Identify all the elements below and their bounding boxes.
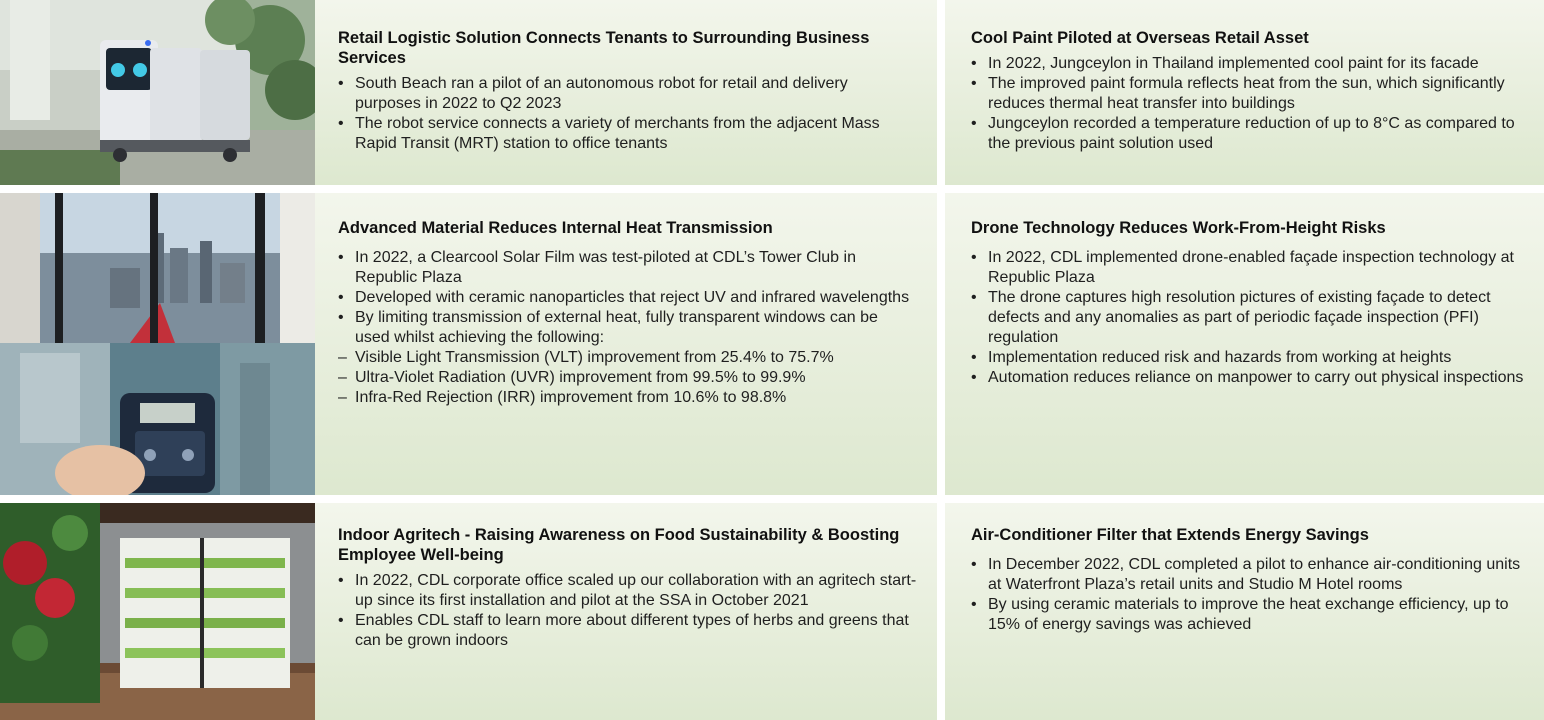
sub-item: – Infra-Red Rejection (IRR) improvement from 10.6% to 98.8% <box>338 388 917 408</box>
list-item: • Enables CDL staff to learn more about different types of herbs and greens that can be grown indoors <box>338 611 917 651</box>
bullet-list <box>971 555 1524 635</box>
list-item: • South Beach ran a pilot of an autonomous robot for retail and delivery purposes in 2022 to Q2 2023 <box>338 74 917 114</box>
list-item: • In 2022, a Clearcool Solar Film was test-piloted at CDL’s Tower Club in Republic Plaza <box>338 248 917 288</box>
bullet-list <box>338 571 917 651</box>
list-item: • In 2022, Jungceylon in Thailand implemented cool paint for its facade <box>971 54 1524 74</box>
panel-title: Retail Logistic Solution Connects Tenants to Surrounding Business Services <box>338 29 870 67</box>
list-item: • Jungceylon recorded a temperature reduction of up to 8°C as compared to the previous paint solution used <box>971 114 1524 154</box>
sub-item: – Ultra-Violet Radiation (UVR) improvement from 99.5% to 99.9% <box>338 368 917 388</box>
list-item: • In 2022, CDL corporate office scaled up our collaboration with an agritech start-up since its first installation and pilot at the SSA in October 2021 <box>338 571 917 611</box>
list-item: • The drone captures high resolution pictures of existing façade to detect defects and any anomalies as part of periodic façade inspection (PFI) regulation <box>971 288 1524 348</box>
robot-photo <box>0 0 315 185</box>
bullet-list <box>338 248 917 348</box>
window-city-photo <box>0 193 315 343</box>
list-item: • In December 2022, CDL completed a pilot to enhance air-conditioning units at Waterfront Plaza’s retail units and Studio M Hotel rooms <box>971 555 1524 595</box>
bullet-list <box>338 74 917 154</box>
list-item: • By limiting transmission of external heat, fully transparent windows can be used whilst achieving the following: <box>338 308 917 348</box>
sub-list <box>338 348 917 408</box>
list-item: • The improved paint formula reflects heat from the sun, which significantly reduces thermal heat transfer into buildings <box>971 74 1524 114</box>
list-item: • By using ceramic materials to improve the heat exchange efficiency, up to 15% of energy savings was achieved <box>971 595 1524 635</box>
panel-title: Drone Technology Reduces Work-From-Height Risks <box>971 219 1386 237</box>
panel-title: Cool Paint Piloted at Overseas Retail Asset <box>971 29 1309 47</box>
bullet-list <box>971 54 1524 154</box>
panel-air-conditioner-filter <box>945 503 1544 720</box>
list-item: • Developed with ceramic nanoparticles that reject UV and infrared wavelengths <box>338 288 917 308</box>
panel-cool-paint <box>945 0 1544 185</box>
meter-photo <box>0 343 315 495</box>
panel-advanced-material <box>315 193 937 495</box>
panel-title: Indoor Agritech - Raising Awareness on Food Sustainability & Boosting Employee Well-being <box>338 526 900 564</box>
panel-title: Air-Conditioner Filter that Extends Energy Savings <box>971 526 1369 544</box>
sub-item: – Visible Light Transmission (VLT) improvement from 25.4% to 75.7% <box>338 348 917 368</box>
list-item: • The robot service connects a variety of merchants from the adjacent Mass Rapid Transit (MRT) station to office tenants <box>338 114 917 154</box>
panel-drone-technology <box>945 193 1544 495</box>
list-item: • Automation reduces reliance on manpower to carry out physical inspections <box>971 368 1524 388</box>
panel-retail-logistic <box>315 0 937 185</box>
list-item: • Implementation reduced risk and hazards from working at heights <box>971 348 1524 368</box>
bullet-list <box>971 248 1524 388</box>
panel-title: Advanced Material Reduces Internal Heat Transmission <box>338 219 773 237</box>
agritech-photo <box>0 503 315 720</box>
list-item: • In 2022, CDL implemented drone-enabled façade inspection technology at Republic Plaza <box>971 248 1524 288</box>
panel-indoor-agritech <box>315 503 937 720</box>
